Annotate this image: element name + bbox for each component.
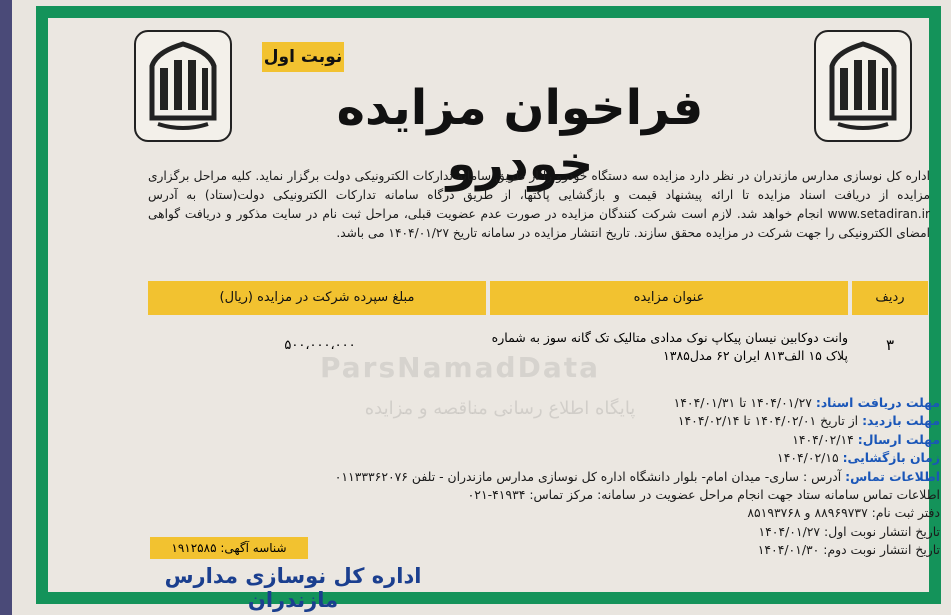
watermark-text: ParsNamadData <box>320 351 600 384</box>
table-cell-amount: ۵۰۰،۰۰۰،۰۰۰ <box>284 338 356 353</box>
newspaper-page <box>12 0 951 615</box>
ad-id-badge: شناسه آگهی: ۱۹۱۲۵۸۵ <box>150 537 308 559</box>
table-header-title: عنوان مزایده <box>490 281 848 315</box>
notice-title: فراخوان مزایده خودرو <box>336 80 704 192</box>
organization-name: اداره کل نوسازی مدارس مازندران <box>164 564 422 612</box>
table-header-deposit: مبلغ سپرده شرکت در مزایده (ریال) <box>148 281 486 315</box>
table-cell-description: وانت دوکابین نیسان پیکاپ نوک مدادی متالیک تک گانه سوز به شماره پلاک ۱۵ الف۸۱۳ ایران ۶۲ مدل۱۳۸۵ <box>491 330 848 363</box>
watermark-subtext: پایگاه اطلاع رسانی مناقصه و مزایده <box>364 398 636 419</box>
first-publication-line: تاریخ انتشار نوبت اول: ۱۴۰۴/۰۱/۲۷ <box>758 523 940 539</box>
table-header-radif: ردیف <box>852 281 928 315</box>
opening-date-line: زمان بازگشایی: ۱۴۰۴/۰۲/۱۵ <box>777 450 940 466</box>
emblem-logo-right <box>814 30 912 142</box>
first-round-badge: نوبت اول <box>262 42 344 72</box>
table-cell-radif: ۳ <box>885 336 895 354</box>
details-block <box>220 394 940 560</box>
emblem-icon <box>144 40 222 132</box>
notice-frame <box>36 6 941 612</box>
intro-paragraph: اداره کل نوسازی مدارس مازندران در نظر دارد مزایده سه دستگاه خودرو را از طریق سامانه تدارکات الکترونیکی دولت برگزار نماید. کلیه مراحل برگزاری مزایده از دریافت اسناد مزایده تا ارائه پیشنهاد قیمت و بازگشایی پاکتها، از طریق درگاه سامانه تدارکات الکترونیکی دولت(ستاد) به آدرس www.setadiran.ir انجام خواهد شد. لازم است شرکت کنندگان مزایده در صورت عدم عضویت قبلی، مراحل ثبت نام در سایت مذکور و دریافت گواهی امضای الکترونیکی را جهت شرکت در مزایده محقق سازند. تاریخ انتشار مزایده در سامانه تاریخ ۱۴۰۴/۰۱/۲۷ می باشد. <box>148 169 930 240</box>
emblem-icon <box>824 40 902 132</box>
emblem-logo-left <box>134 30 232 142</box>
contact-line: اطلاعات تماس: آدرس : ساری- میدان امام- بلوار دانشگاه اداره کل نوسازی مدارس مازندران - تلفن ۰۱۱۳۳۳۶۲۰۷۶ <box>334 468 940 484</box>
receive-deadline-line: مهلت دریافت اسناد: ۱۴۰۴/۰۱/۲۷ تا ۱۴۰۴/۰۱/۳۱ <box>673 395 940 410</box>
visit-deadline-line: مهلت بازدید: از تاریخ ۱۴۰۴/۰۲/۰۱ تا ۱۴۰۴/۰۲/۱۴ <box>677 413 940 429</box>
setad-contact-line: اطلاعات تماس سامانه ستاد جهت انجام مراحل عضویت در سامانه: مرکز تماس: ۴۱۹۳۴-۰۲۱ <box>467 487 940 503</box>
second-publication-line: تاریخ انتشار نوبت دوم: ۱۴۰۴/۰۱/۳۰ <box>757 542 940 558</box>
registration-office-line: دفتر ثبت نام: ۸۸۹۶۹۷۳۷ و ۸۵۱۹۳۷۶۸ <box>747 505 940 521</box>
notice-content <box>60 24 940 612</box>
send-deadline-line: مهلت ارسال: ۱۴۰۴/۰۲/۱۴ <box>792 431 940 447</box>
